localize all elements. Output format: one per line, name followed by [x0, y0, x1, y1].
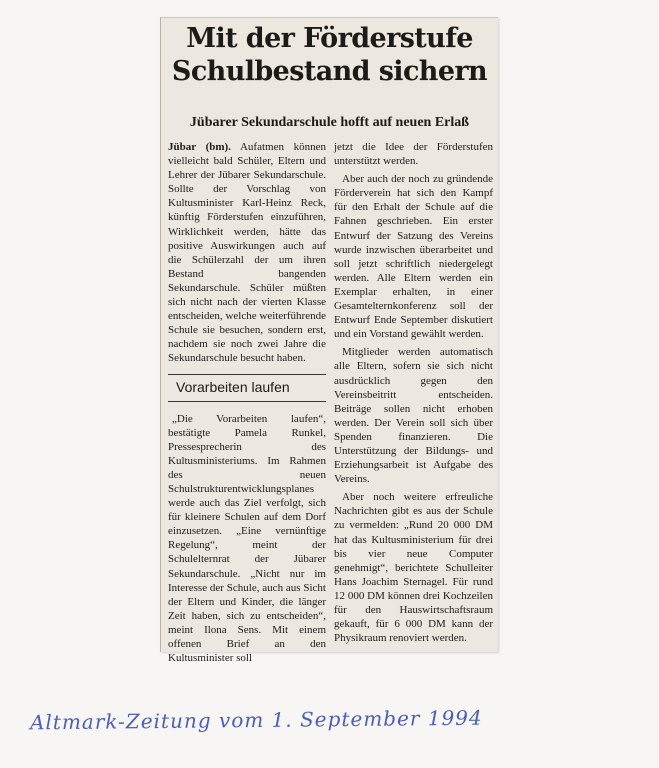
article-paragraph: Aber auch der noch zu gründende Förderverein hat sich den Kampf für den Erhalt der Schule auf die Fahnen geschrieben. Ein erster Entwurf der Satzung des Vereins wurde inzwischen überarbeitet und soll jetzt schriftlich niedergelegt werden. Alle Eltern werden ein Exemplar erhalten, in einer Gesamtelternkonferenz soll der Entwurf Ende September diskutiert und ein Vorstand gewählt werden. [334, 173, 493, 341]
article-paragraph [168, 140, 326, 366]
article-paragraph: Aber noch weitere erfreuliche Nachrichten gibt es aus der Schule zu vermelden: „Rund 20 000 DM hat das Kultusministerium für drei bis vier neue Computer genehmigt“, berichtete Schulleiter Hans Joachim Sternagel. Für rund 12 000 DM können drei Kochzeilen für den Hauswirtschaftsraum gekauft, für 6 000 DM kann der Physikraum renoviert werden. [334, 491, 493, 645]
section-heading: Vorarbeiten laufen [168, 374, 326, 402]
headline-line-2: Schulbestand sichern [171, 56, 488, 87]
subheadline: Jübarer Sekundarschule hofft auf neuen Erlaß [189, 115, 470, 130]
newspaper-clipping [160, 17, 498, 665]
headline [161, 22, 498, 88]
headline-line-1: Mit der Förderstufe [186, 23, 473, 54]
paragraph-text: Aufatmen können vielleicht bald Schüler, Eltern und Lehrer der Jübarer Sekundarschule. Sollte der Vorschlag von Kultusminister Karl-Heinz Reck, künftig Förderstufen einzuführen, Wirklichkeit werden, hätte das positive Auswirkungen auch auf die Schülerzahl der um ihren Bestand bangenden Sekundarschule. Schüler müßten sich nicht nach der vierten Klasse entscheiden, welche weiterführende Schule sie besuchen, sondern erst, nachdem sie noch zwei Jahre die Sekundarschule besucht haben. [168, 141, 326, 365]
article-paragraph: Mitglieder werden automatisch alle Eltern, sofern sie sich nicht ausdrücklich gegen den Vereinsbeitritt entscheiden. Beiträge sollen nicht erhoben werden. Der Verein soll sich über Spenden finanzieren. Die Unterstützung der Bildungs- und Erziehungsarbeit ist Aufgabe des Vereins. [334, 346, 493, 486]
dateline: Jübar (bm). [168, 141, 231, 153]
handwritten-source-note: Altmark-Zeitung vom 1. September 1994 [29, 705, 483, 735]
article-paragraph: jetzt die Idee der Förderstufen unterstützt werden. [334, 141, 493, 168]
article-paragraph: „Die Vorarbeiten laufen“, bestätigte Pamela Runkel, Pressesprecherin des Kultusministeriums. Im Rahmen des neuen Schulstrukturentwicklungsplanes werde auch das Ziel verfolgt, sich für kleinere Schulen auf dem Dorf einzusetzen. „Eine vernünftige Regelung“, meint der Schulelternrat der Jübarer Sekundarschule. „Nicht nur im Interesse der Schule, auch aus Sicht der Eltern und Kinder, die länger Zeit haben, sich zu entscheiden“, meint Ilona Sens. Mit einem offenen Brief an den Kultusminister soll [168, 412, 326, 665]
article-column-right [334, 140, 493, 645]
article-column-left [168, 140, 326, 665]
